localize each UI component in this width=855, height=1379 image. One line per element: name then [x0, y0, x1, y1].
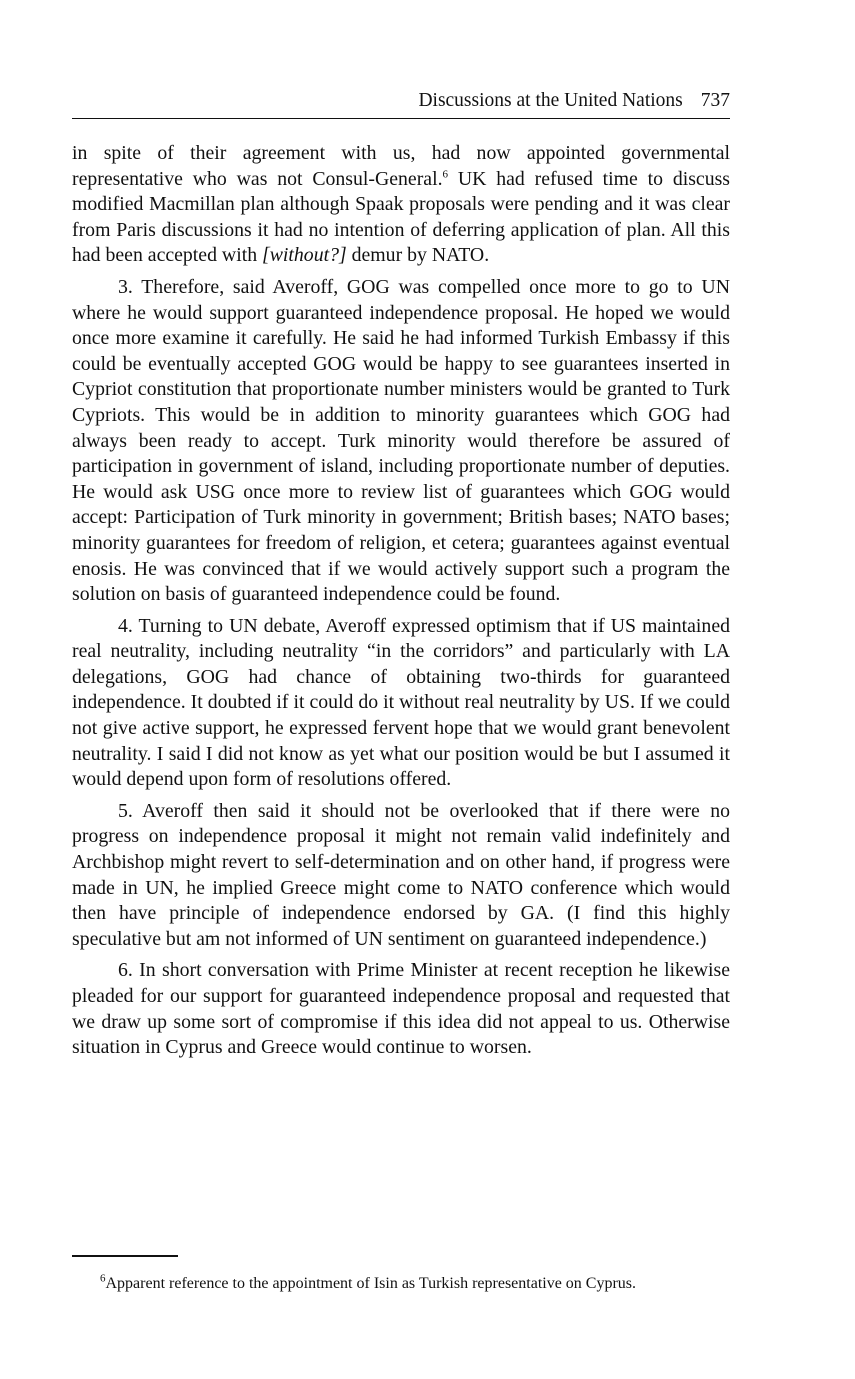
body-text	[72, 141, 730, 1067]
footnote	[68, 1274, 730, 1294]
paragraph-text: in spite of their agreement with us, had now appointed governmental representative who was not Consul-General.	[72, 142, 730, 190]
header-rule	[72, 118, 730, 119]
editorial-insertion: [without?]	[262, 244, 347, 267]
running-title: Discussions at the United Nations	[418, 90, 683, 111]
footnote-reference: 6	[442, 168, 449, 180]
paragraph-5: 5. Averoff then said it should not be overlooked that if there were no progress on independence proposal it might not remain valid indefinitely and Archbishop might revert to self-determination and on other hand, if progress were made in UN, he implied Greece might come to NATO conference which would then have principle of independence endorsed by GA. (I find this highly speculative but am not informed of UN sentiment on guaranteed independence.)	[72, 799, 730, 950]
paragraph-6: 6. In short conversation with Prime Minister at recent reception he likewise pleaded for our support for guaranteed independence proposal and requested that we draw up some sort of compromise if this idea did not appeal to us. Otherwise situation in Cyprus and Greece would continue to worsen.	[72, 959, 730, 1059]
paragraph-text: demur by NATO.	[346, 244, 490, 267]
running-header	[72, 88, 730, 114]
paragraph-text: UK had refused time to discuss modified Macmillan plan although Spaak proposals were pending and it was clear from Paris discussions it had no intention of deferring application of plan. All this had been accepted with	[72, 167, 731, 267]
paragraph-continuation	[72, 141, 730, 269]
footnote-rule	[72, 1255, 178, 1257]
paragraph-4: 4. Turning to UN debate, Averoff expressed optimism that if US maintained real neutrality, including neutrality “in the corridors” and particularly with LA delegations, GOG had chance of obtaining two-thirds for guaranteed independence. It doubted if it could do it without real neutrality by US. If we could not give active support, he expressed fervent hope that we would grant benevolent neutrality. I said I did not know as yet what our position would be but I assumed it would depend upon form of resolutions offered.	[72, 614, 730, 791]
footnote-text: Apparent reference to the appointment of Isin as Turkish representative on Cyprus.	[105, 1275, 637, 1292]
page-number: 737	[700, 90, 730, 111]
paragraph-3: 3. Therefore, said Averoff, GOG was compelled once more to go to UN where he would support guaranteed independence proposal. He hoped we would once more examine it carefully. He said he had informed Turkish Embassy if this could be eventually accepted GOG would be happy to see guarantees inserted in Cypriot constitution that proportionate number ministers would be granted to Turk Cypriots. This would be in addition to minority guarantees which GOG had always been ready to accept. Turk minority would therefore be assured of participation in government of island, including proportionate number of deputies. He would ask USG once more to review list of guarantees which GOG would accept: Participation of Turk minority in government; British bases; NATO bases; minority guarantees for freedom of religion, et cetera; guarantees against eventual enosis. He was convinced that if we would actively support such a program the solution on basis of guaranteed independence could be found.	[72, 275, 730, 606]
footnote-marker: 6	[100, 1272, 106, 1285]
